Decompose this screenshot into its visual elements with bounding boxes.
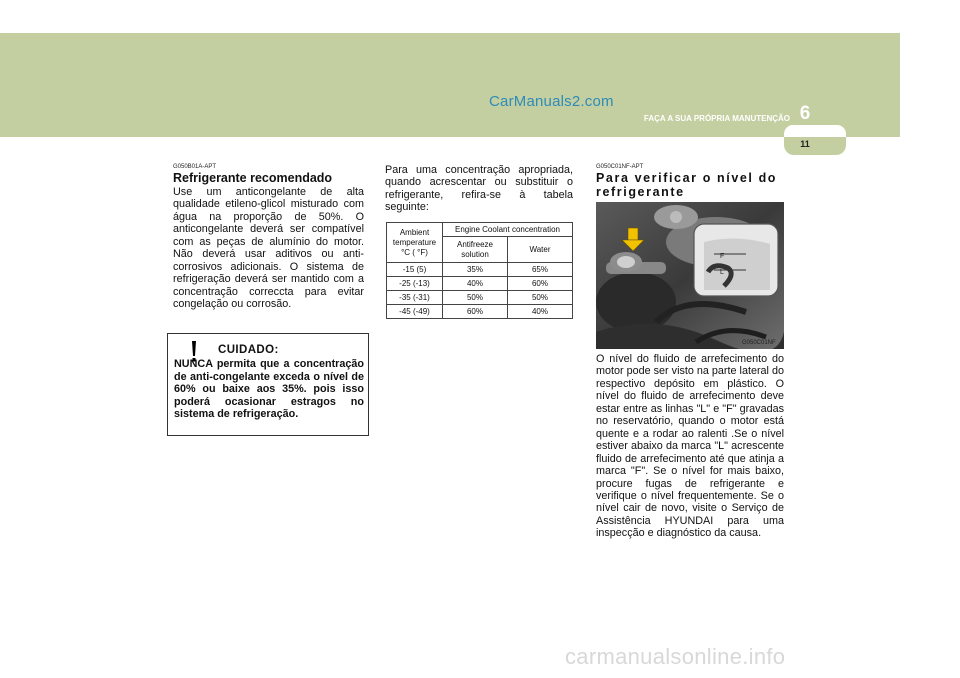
table-cell-water: 60%: [508, 277, 573, 291]
table-cell-water: 50%: [508, 291, 573, 305]
watermark: carmanualsonline.info: [565, 644, 786, 669]
caution-title: CUIDADO:: [218, 344, 279, 356]
table-cell-temp: -35 (-31): [387, 291, 443, 305]
table-header-temperature: Ambient temperature °C ( °F): [387, 223, 443, 263]
section-recommended-coolant: [173, 164, 364, 311]
low-mark-label: L: [720, 269, 724, 276]
table-cell-temp: -15 (5): [387, 263, 443, 277]
table-row: [387, 263, 573, 277]
table-row: [387, 305, 573, 319]
section-body: O nível do fluido de arrefecimento do motor pode ser visto na parte lateral do respectivo depósito em plástico. O nível do fluido de arrefecimento deve estar entre as linhas "L" e "F" gravadas no reservatório, quando o motor está quente e a rodar ao ralenti .Se o nível estiver abaixo da marca "L" acrescente fluido de arrefecimento até que atinja a marca "F". Se o nível for mais baixo, procure fugas de refrigerante e verifique o nível frequentemente. Se o nível cair de novo, visite o Serviço de Assistência HYUNDAI para uma inspecção e diagnóstico da causa.: [596, 353, 784, 540]
section-check-coolant-level: [596, 164, 784, 199]
table-cell-temp: -25 (-13): [387, 277, 443, 291]
section-body: Use um anticongelante de alta qualidade etileno-glicol misturado com água na proporção de 50%. O anticongelante deverá ser compatível com as peças de alumínio do motor. Não deverá usar aditivos ou anti-corrosivos adicionais. O sistema de refrigeração deverá ser mantido com a concentração correccta para evitar congelação ou corrosão.: [173, 186, 364, 311]
caution-box: [167, 333, 369, 436]
table-cell-temp: -45 (-49): [387, 305, 443, 319]
table-cell-antifreeze: 60%: [443, 305, 508, 319]
coolant-concentration-table: [386, 222, 573, 319]
caution-text: NUNCA permita que a concentração de anti-congelante exceda o nível de 60% ou baixe aos 35%. pois isso poderá ocasionar estragos no sistema de refrigeração.: [174, 358, 364, 421]
page-number: 11: [800, 139, 810, 149]
full-mark-label: F: [720, 253, 725, 260]
section-title: Refrigerante recomendado: [173, 171, 333, 185]
table-header-antifreeze: Antifreeze solution: [443, 237, 508, 263]
table-header-water: Water: [508, 237, 573, 263]
table-cell-antifreeze: 50%: [443, 291, 508, 305]
brand-link[interactable]: CarManuals2.com: [489, 93, 614, 110]
table-cell-antifreeze: 40%: [443, 277, 508, 291]
figure-id: G050C01NF: [742, 340, 776, 346]
table-cell-water: 65%: [508, 263, 573, 277]
engine-bay-photo: [596, 202, 784, 349]
chapter-title: FAÇA A SUA PRÓPRIA MANUTENÇÃO: [643, 114, 790, 123]
concentration-intro-text: Para uma concentração apropriada, quando acrescentar ou substituir o refrigerante, refira-se à tabela seguinte:: [385, 164, 573, 214]
table-row: [387, 291, 573, 305]
table-cell-antifreeze: 35%: [443, 263, 508, 277]
section-code: G050C01NF-APT: [596, 164, 644, 170]
section-title: Para verificar o nível do refrigerante: [596, 171, 778, 199]
concentration-intro: [385, 164, 573, 214]
chapter-number: 6: [799, 103, 811, 124]
coolant-level-text: [596, 353, 784, 540]
table-row: [387, 277, 573, 291]
table-header-group: Engine Coolant concentration: [443, 223, 573, 237]
section-code: G050B01A-APT: [173, 164, 217, 170]
table-cell-water: 40%: [508, 305, 573, 319]
